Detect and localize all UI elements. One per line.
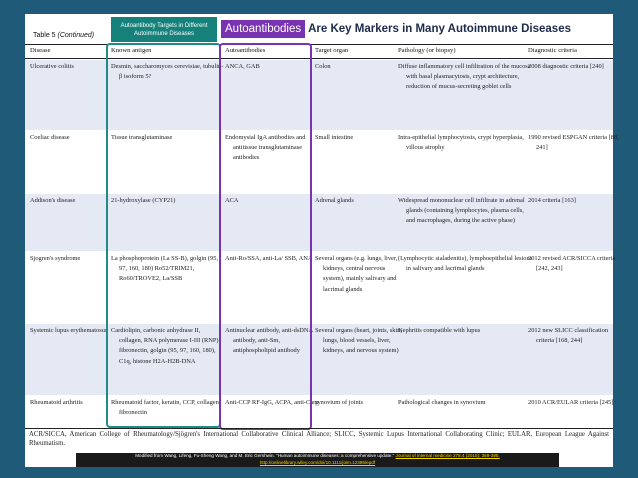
cell-antigen: La phosphoprotein (La SS-B), golgin (95, 97, 160, 180) Ro52/TRIM21, Ro60/TROVE2, La/SSB [111,255,219,283]
credit-url-link[interactable]: http://onlinelibrary.wiley.com/doi/10.1111/joim.12395/epdf [259,459,376,465]
cell-autoantibodies: ACA [225,197,239,204]
credit-text: Modified from Wang, Lifeng, Fu-Sheng Wang, and M. Eric Gershwin. "Human autoimmune diseases: a comprehensive update." [135,453,395,458]
cell-autoantibodies: Antinuclear antibody, anti-dsDNA antibody, anti-Sm, antiphospholipid antibody [225,327,313,355]
header-target-organ: Target organ [315,47,349,54]
cell-pathology: Nephritis compatible with lupus [398,327,481,334]
cell-antigen: Desmin, saccharomyces cerevisiae, tubulin-β isoform 5? [111,63,224,81]
cell-disease: Rheumatoid arthritis [30,399,83,406]
cell-disease: Addison's disease [30,197,76,204]
cell-organ: Several organs (e.g. lungs, liver, kidneys, central nervous system), mainly salivary and lacrimal glands [315,255,398,293]
cell-disease: Sjogren's syndrome [30,255,81,262]
cell-criteria: 2012 revised ACR/SICCA criteria [242, 243] [528,255,616,273]
cell-autoantibodies: ANCA, GAB [225,63,260,70]
cell-organ: Colon [315,63,331,70]
cell-disease: Systemic lupus erythematosus [30,327,108,334]
cell-pathology: Widespread mononuclear cell infiltrate in adrenal glands (containing lymphocytes, plasma cells, and macrophages, during the active phase) [398,197,525,225]
header-antigen: Known antigen [111,47,152,54]
cell-autoantibodies: Anti-CCP RF-IgG, ACPA, anti-Carp [225,399,319,406]
annotation-box: Autoantibody Targets in Different Autoimmune Diseases [111,17,217,42]
table-label [33,32,94,39]
header-criteria: Diagnostic criteria [528,47,577,54]
cell-antigen: Rheumatoid factor, keratin, CCP, collagen, fibronectin [111,399,221,417]
source-credit [76,453,559,467]
cell-organ: synovium of joints [315,399,363,406]
table-number: Table 5 [33,32,56,39]
cell-antigen: 21-hydroxylase (CYP21) [111,197,176,204]
cell-organ: Small intestine [315,134,354,141]
cell-pathology: Pathological changes in synovium [398,399,486,406]
slide [25,14,619,467]
cell-disease: Coeliac disease [30,134,70,141]
antigen-column-highlight [106,43,221,428]
cell-autoantibodies: Anti-Ro/SSA, anti-La/ SSB, ANA [225,255,313,262]
header-disease: Disease [30,47,51,54]
slide-headline [221,18,571,40]
cell-antigen: Tissue transglutaminase [111,134,173,141]
cell-autoantibodies: Endomysial IgA antibodies and antitissue transglutaminase antibodies [225,134,306,162]
headline-text: Are Key Markers in Many Autoimmune Diseases [308,23,571,35]
table-footnote: ACR/SICCA, American College of Rheumatology/Sjögren's International Collaborative Clinical Alliance; SLICC, Systemic Lupus International Collaborating Clinic; EULAR, European League Against Rheumatism. [29,431,609,447]
header-pathology: Pathology (or biopsy) [398,47,456,54]
table-continued: (Continued) [57,32,95,39]
table-bottom-rule [25,428,613,429]
cell-pathology: Diffuse inflammatory cell infiltration of the mucosa with basal plasmacytosis, crypt architecture, reduction of mucus-secreting goblet cells [398,63,531,91]
cell-pathology: (Lymphocytic sialadenitis), lymphoepithelial lesions in salivary and lacrimal glands [398,255,533,273]
cell-criteria: 2010 ACR/EULAR criteria [245] [528,399,614,406]
cell-organ: Adrenal glands [315,197,354,204]
cell-criteria: 2008 diagnostic criteria [240] [528,63,604,70]
cell-organ: Several organs (heart, joints, skin, lungs, blood vessels, liver, kidneys, and nervous system) [315,327,403,355]
cell-criteria: 2012 new SLICC classification criteria [168, 244] [528,327,609,345]
headline-highlight: Autoantibodies [221,20,305,38]
credit-journal-link[interactable]: Journal of internal medicine 278.4 (2015): 369-395. [395,453,500,458]
cell-criteria: 1990 revised ESPGAN criteria [88, 241] [528,134,619,152]
autoantibodies-column-highlight [219,43,312,430]
cell-criteria: 2014 criteria [163] [528,197,576,204]
header-autoantibodies: Autoantibodies [225,47,266,54]
cell-disease: Ulcerative colitis [30,63,74,70]
cell-antigen: Cardiolipin, carbonic anhydrase II, collagen, RNA polymerase I-III (RNP), fibronectin, golgin (95, 97, 160, 180), C1q, histone H2A-H2B-DNA [111,327,221,365]
cell-pathology: Intra-epithelial lymphocytosis, crypt hyperplasia, villous atrophy [398,134,524,152]
